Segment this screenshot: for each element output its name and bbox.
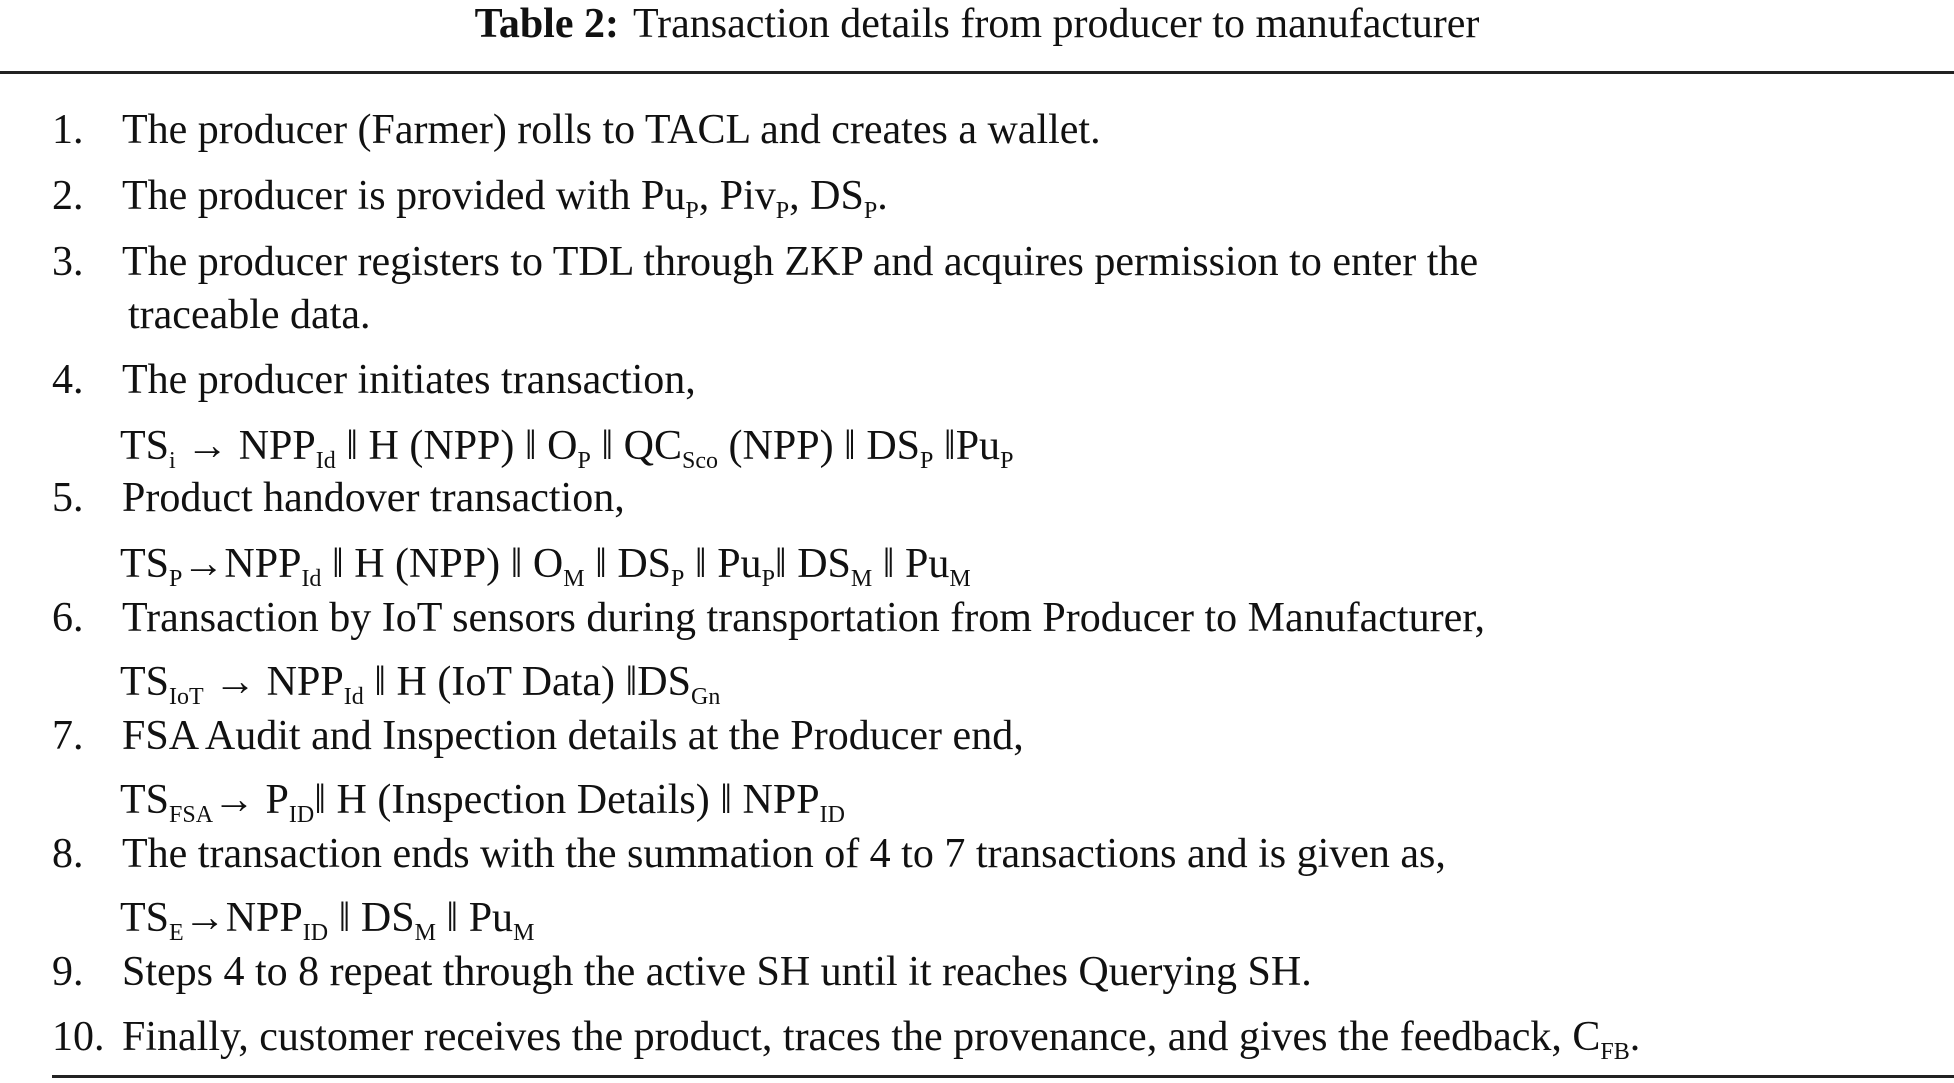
step-text: Product handover transaction, bbox=[122, 475, 625, 521]
step-number: 8. bbox=[52, 831, 84, 877]
step-text: Finally, customer receives the product, traces the provenance, and gives the feedback, C bbox=[122, 1014, 1601, 1060]
subscript: Sco bbox=[682, 448, 719, 474]
step-text-part: . bbox=[877, 173, 888, 219]
step-7 bbox=[52, 710, 1024, 762]
subscript: M bbox=[414, 920, 436, 946]
subscript: ID bbox=[819, 802, 845, 828]
subscript: Id bbox=[315, 448, 336, 474]
step-text: The producer registers to TDL through ZKP and acquires permission to enter the bbox=[122, 239, 1479, 285]
table-title: Transaction details from producer to manufacturer bbox=[632, 1, 1480, 47]
step-2 bbox=[52, 170, 888, 222]
subscript: P bbox=[775, 198, 790, 224]
subscript: Gn bbox=[690, 684, 721, 710]
subscript: ID bbox=[302, 920, 329, 946]
step-number: 3. bbox=[52, 239, 84, 285]
formula-step-8 bbox=[120, 892, 534, 944]
step-text: The producer (Farmer) rolls to TACL and creates a wallet. bbox=[122, 107, 1101, 153]
step-number: 9. bbox=[52, 949, 84, 995]
formula-part: ‖ Pu bbox=[435, 895, 514, 941]
table-caption bbox=[0, 0, 1954, 50]
subscript: P bbox=[169, 566, 183, 592]
step-6 bbox=[52, 592, 1485, 644]
step-number: 7. bbox=[52, 713, 84, 759]
formula-part: ‖ DS bbox=[774, 541, 851, 587]
formula-part: ‖ Pu bbox=[684, 541, 762, 587]
formula-step-5 bbox=[120, 538, 971, 590]
formula-part: (NPP) ‖ DS bbox=[718, 423, 921, 469]
step-3-continuation: traceable data. bbox=[128, 292, 371, 338]
formula-part: TS bbox=[120, 895, 170, 941]
top-rule bbox=[0, 71, 1954, 74]
formula-part: →NPP bbox=[183, 895, 303, 941]
step-9 bbox=[52, 946, 1312, 998]
subscript: ID bbox=[288, 802, 315, 828]
subscript: i bbox=[169, 448, 176, 474]
step-text: The producer initiates transaction, bbox=[122, 357, 696, 403]
step-number: 1. bbox=[52, 107, 84, 153]
formula-part: TS bbox=[120, 423, 170, 469]
formula-part: ‖ Pu bbox=[872, 541, 950, 587]
subscript: E bbox=[169, 920, 184, 946]
step-text: The producer is provided with Pu bbox=[122, 173, 686, 219]
step-8 bbox=[52, 828, 1446, 880]
formula-part: → P bbox=[213, 777, 289, 823]
step-text: Steps 4 to 8 repeat through the active SH until it reaches Querying SH. bbox=[122, 949, 1312, 995]
subscript: M bbox=[513, 920, 535, 946]
subscript: P bbox=[761, 566, 775, 592]
formula-part: ‖ H (IoT Data) ‖DS bbox=[363, 659, 691, 705]
subscript: IoT bbox=[169, 684, 204, 710]
step-4 bbox=[52, 354, 696, 406]
formula-part: ‖Pu bbox=[933, 423, 1001, 469]
step-text-part: , Piv bbox=[698, 173, 776, 219]
step-text: FSA Audit and Inspection details at the Producer end, bbox=[122, 713, 1024, 759]
formula-part: →NPP bbox=[182, 541, 302, 587]
formula-step-4 bbox=[120, 420, 1013, 472]
subscript: P bbox=[671, 566, 685, 592]
step-text: Transaction by IoT sensors during transportation from Producer to Manufacturer, bbox=[122, 595, 1486, 641]
subscript: FB bbox=[1600, 1039, 1630, 1065]
formula-step-6 bbox=[120, 656, 720, 708]
formula-part: → NPP bbox=[175, 423, 316, 469]
formula-part: TS bbox=[120, 541, 170, 587]
subscript: M bbox=[563, 566, 585, 592]
step-text: The transaction ends with the summation of 4 to 7 transactions and is given as, bbox=[122, 831, 1446, 877]
formula-part: TS bbox=[120, 659, 170, 705]
step-number: 6. bbox=[52, 595, 84, 641]
step-3 bbox=[52, 236, 1478, 288]
subscript: P bbox=[920, 448, 934, 474]
formula-part: ‖ QC bbox=[590, 423, 683, 469]
step-text-part: , DS bbox=[789, 173, 864, 219]
subscript: FSA bbox=[169, 802, 214, 828]
table-label: Table 2: bbox=[474, 1, 619, 47]
subscript: P bbox=[685, 198, 699, 224]
subscript: Id bbox=[343, 684, 364, 710]
formula-part: → NPP bbox=[203, 659, 344, 705]
formula-part: ‖ DS bbox=[584, 541, 672, 587]
subscript: P bbox=[577, 448, 591, 474]
step-number: 4. bbox=[52, 357, 84, 403]
step-text-part: . bbox=[1629, 1014, 1641, 1060]
formula-part: TS bbox=[120, 777, 170, 823]
formula-part: ‖ DS bbox=[328, 895, 415, 941]
formula-part: ‖ H (NPP) ‖ O bbox=[335, 423, 578, 469]
formula-step-7 bbox=[120, 774, 845, 826]
step-1 bbox=[52, 104, 1101, 156]
formula-part: ‖ H (NPP) ‖ O bbox=[321, 541, 564, 587]
bottom-rule bbox=[52, 1075, 1954, 1078]
subscript: Id bbox=[301, 566, 322, 592]
step-number: 2. bbox=[52, 173, 84, 219]
subscript: M bbox=[850, 566, 873, 592]
step-number: 5. bbox=[52, 475, 84, 521]
step-10 bbox=[52, 1011, 1640, 1063]
step-5 bbox=[52, 472, 625, 524]
subscript: P bbox=[1000, 448, 1014, 474]
subscript: P bbox=[863, 198, 878, 224]
subscript: M bbox=[949, 566, 971, 592]
formula-part: ‖ H (Inspection Details) ‖ NPP bbox=[314, 777, 820, 823]
step-number: 10. bbox=[52, 1014, 105, 1060]
